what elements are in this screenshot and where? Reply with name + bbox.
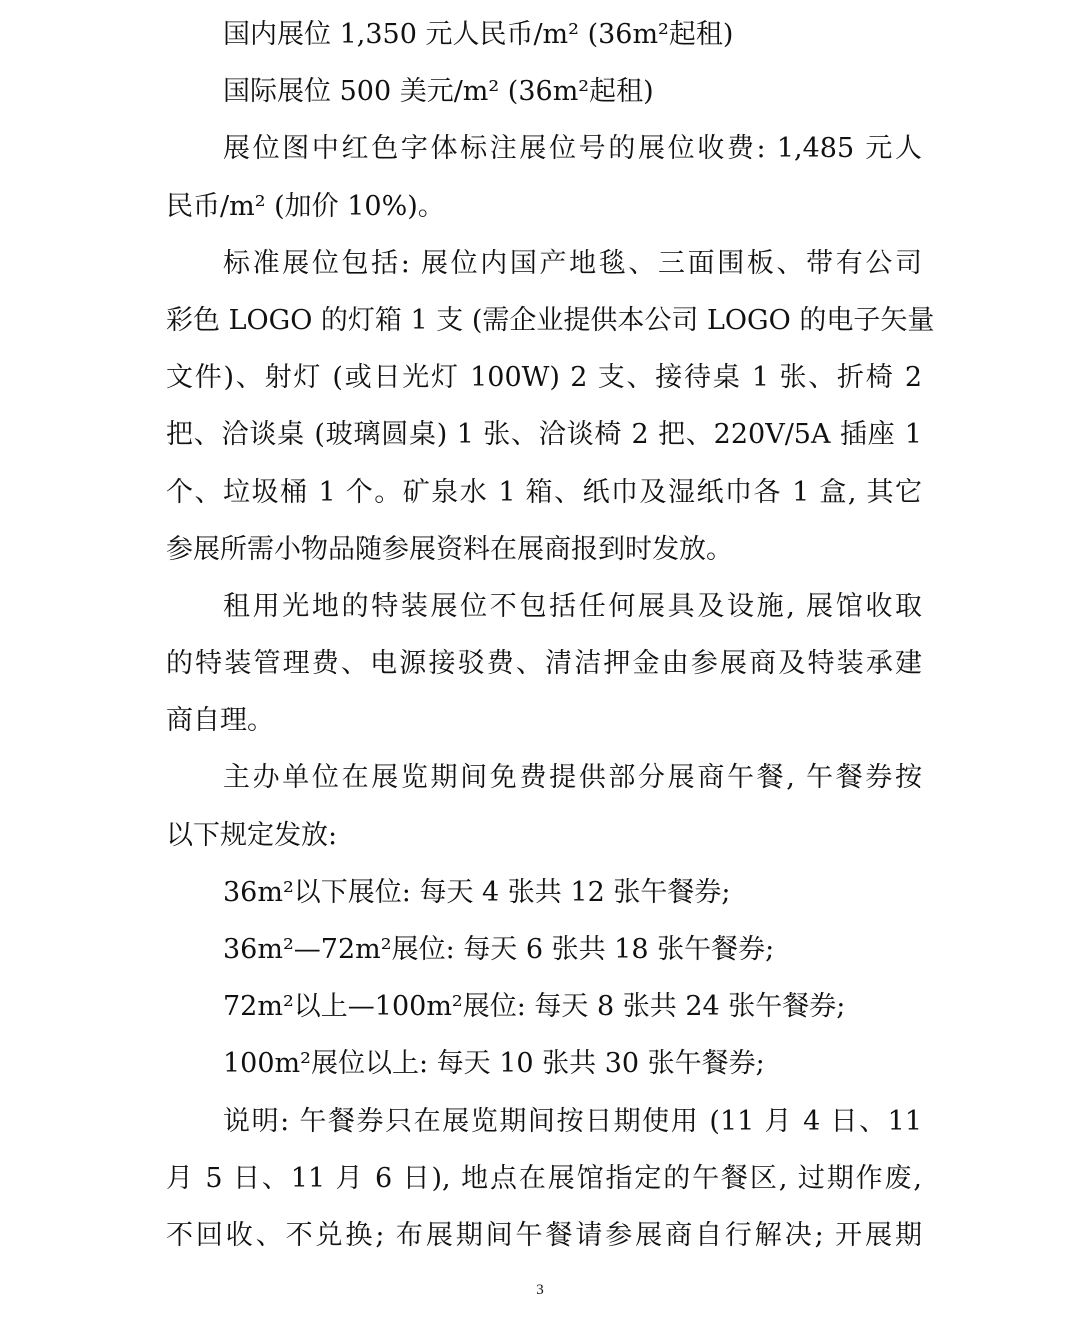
text-line: 商自理。	[166, 705, 274, 737]
text-line: 月 5 日、11 月 6 日), 地点在展馆指定的午餐区, 过期作废,	[166, 1162, 922, 1194]
text-line: 100m²展位以上: 每天 10 张共 30 张午餐券;	[223, 1048, 765, 1080]
text-line: 36m²—72m²展位: 每天 6 张共 18 张午餐券;	[223, 934, 775, 965]
text-line: 说明: 午餐券只在展览期间按日期使用 (11 月 4 日、11	[223, 1105, 922, 1137]
body-text	[166, 6, 935, 1264]
text-line: 国际展位 500 美元/m² (36m²起租)	[223, 76, 654, 108]
text-line: 文件)、射灯 (或日光灯 100W) 2 支、接待桌 1 张、折椅 2	[166, 362, 922, 394]
text-line: 租用光地的特装展位不包括任何展具及设施, 展馆收取	[223, 590, 922, 622]
text-line: 主办单位在展览期间免费提供部分展商午餐, 午餐券按	[223, 762, 922, 794]
text-line: 参展所需小物品随参展资料在展商报到时发放。	[166, 533, 733, 565]
text-line: 民币/m² (加价 10%)。	[166, 190, 445, 222]
text-line: 36m²以下展位: 每天 4 张共 12 张午餐券;	[223, 876, 731, 908]
page-number: 3	[536, 1282, 544, 1298]
text-line: 的特装管理费、电源接驳费、清洁押金由参展商及特装承建	[166, 648, 922, 680]
text-line: 标准展位包括: 展位内国产地毯、三面围板、带有公司	[223, 247, 922, 279]
text-line: 个、垃圾桶 1 个。矿泉水 1 箱、纸巾及湿纸巾各 1 盒, 其它	[166, 476, 922, 508]
text-line: 不回收、不兑换; 布展期间午餐请参展商自行解决; 开展期	[166, 1219, 922, 1251]
text-line: 彩色 LOGO 的灯箱 1 支 (需企业提供本公司 LOGO 的电子矢量	[166, 304, 935, 336]
text-line: 国内展位 1,350 元人民币/m² (36m²起租)	[223, 19, 734, 50]
text-line: 把、洽谈桌 (玻璃圆桌) 1 张、洽谈椅 2 把、220V/5A 插座 1	[166, 419, 922, 451]
text-line: 72m²以上—100m²展位: 每天 8 张共 24 张午餐券;	[223, 991, 846, 1023]
text-line: 以下规定发放:	[166, 819, 338, 851]
text-line: 展位图中红色字体标注展位号的展位收费: 1,485 元人	[223, 133, 922, 165]
